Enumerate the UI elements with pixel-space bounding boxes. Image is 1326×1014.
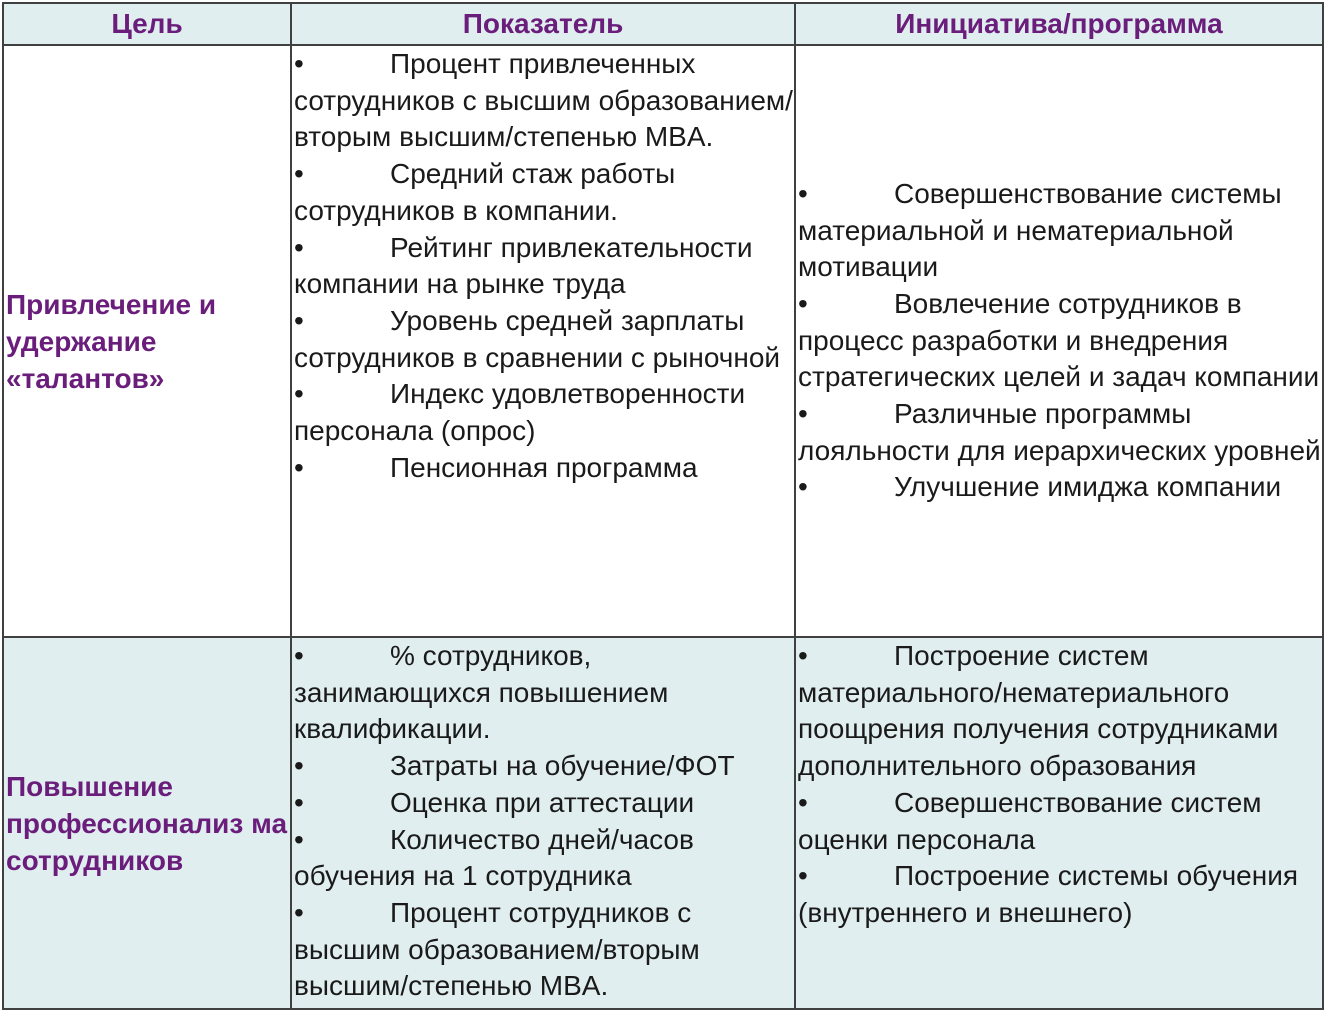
initiatives-cell (795, 637, 1323, 1009)
header-initiative: Инициатива/программа (795, 3, 1323, 45)
bullet: • (294, 451, 304, 483)
list-item: • Улучшение имиджа компании (798, 469, 1322, 506)
goal-cell: Повышение профессионализ ма сотрудников (3, 637, 291, 1009)
list-item: • Процент привлеченных сотрудников с высшим образованием/вторым высшим/степенью MBA. (294, 48, 793, 153)
list-item: • Различные программы лояльности для иерархических уровней (798, 398, 1321, 466)
bullet: • (294, 378, 304, 410)
list-item: • Уровень средней зарплаты сотрудников в сравнении с рыночной (294, 304, 781, 373)
list-item: • Рейтинг привлекательности компании на рынке труда (294, 231, 753, 300)
list-item: • Совершенствование системы материальной и нематериальной мотивации (798, 177, 1282, 283)
list-item: • Совершенствование систем оценки персонала (798, 786, 1262, 855)
indicators-cell (291, 637, 795, 1009)
bullet: • (798, 287, 808, 319)
bullet: • (798, 177, 808, 209)
bullet: • (294, 158, 304, 190)
list-item: • Оценка при аттестации (294, 785, 794, 822)
list-item: • Вовлечение сотрудников в процесс разработки и внедрения стратегических целей и задач компании (798, 287, 1320, 393)
bullet: • (798, 471, 808, 503)
bullet: • (798, 398, 808, 430)
bullet: • (294, 48, 304, 79)
bullet: • (294, 823, 304, 855)
bullet: • (294, 786, 304, 818)
list-item: • Средний стаж работы сотрудников в компании. (294, 158, 676, 226)
bullet: • (798, 640, 808, 671)
list-item: • Построение систем материального/нематериального поощрения получения сотрудниками дополнительного образования (798, 640, 1279, 782)
bullet: • (294, 750, 304, 782)
list-item: • Количество дней/часов обучения на 1 сотрудника (294, 823, 694, 892)
header-goal: Цель (3, 3, 291, 45)
header-indicator: Показатель (291, 3, 795, 45)
list-item: • Построение системы обучения (внутреннего и внешнего) (798, 860, 1298, 928)
list-item: • % сотрудников, занимающихся повышением квалификации. (294, 640, 669, 745)
initiatives-cell (795, 45, 1323, 637)
bullet: • (294, 896, 304, 928)
bullet: • (798, 860, 808, 892)
list-item: • Пенсионная программа (294, 450, 794, 487)
goal-cell: Привлечение и удержание «талантов» (3, 45, 291, 637)
list-item: • Процент сотрудников с высшим образованием/вторым высшим/степенью MBA. (294, 896, 700, 1002)
table-row (3, 637, 1323, 1009)
table-header-row (3, 3, 1323, 45)
bullet: • (294, 231, 304, 263)
bullet: • (798, 786, 808, 818)
bullet: • (294, 304, 304, 336)
list-item: • Затраты на обучение/ФОТ (294, 748, 794, 785)
goals-table (2, 2, 1324, 1010)
bullet: • (294, 640, 304, 671)
table-row (3, 45, 1323, 637)
indicators-cell (291, 45, 795, 637)
list-item: • Индекс удовлетворенности персонала (опрос) (294, 378, 746, 447)
